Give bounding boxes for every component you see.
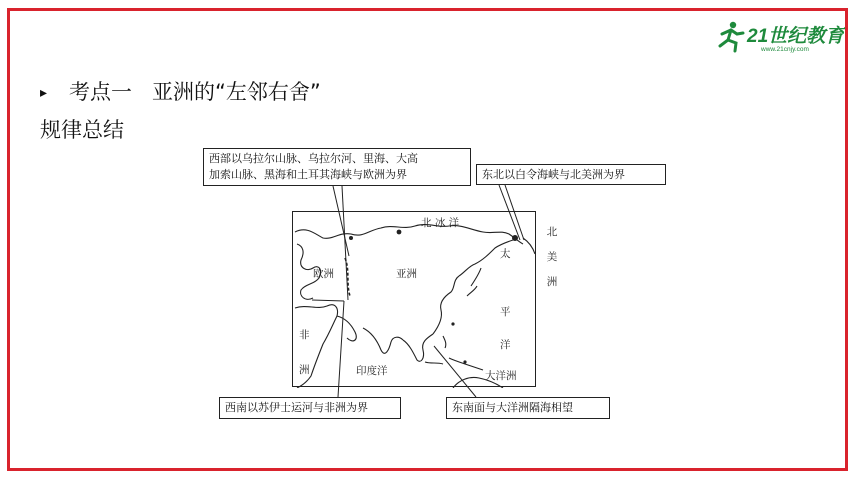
southwest-boundary-callout: 西南以苏伊士运河与非洲为界 bbox=[219, 397, 401, 419]
north-america-label: 北 美 洲 bbox=[546, 226, 558, 288]
arctic-ocean-label: 北 冰 洋 bbox=[421, 217, 460, 229]
west-boundary-callout bbox=[203, 148, 471, 186]
africa-label-2: 洲 bbox=[299, 364, 310, 376]
west-boundary-line-2: 加索山脉、黑海和土耳其海峡与欧洲为界 bbox=[209, 168, 407, 181]
southeast-boundary-callout: 东南面与大洋洲隔海相望 bbox=[446, 397, 610, 419]
summary-subheading: 规律总结 bbox=[40, 118, 124, 142]
oceania-label: 大洋洲 bbox=[485, 370, 517, 382]
europe-label: 欧洲 bbox=[313, 268, 334, 280]
pacific-label-2: 平 bbox=[500, 306, 511, 318]
west-boundary-line-1: 西部以乌拉尔山脉、乌拉尔河、里海、大高 bbox=[209, 152, 418, 165]
asia-label: 亚洲 bbox=[396, 268, 417, 280]
indian-ocean-label: 印度洋 bbox=[356, 365, 388, 377]
northeast-boundary-callout: 东北以白令海峡与北美洲为界 bbox=[476, 164, 666, 185]
logo-subtext: www.21cnjy.com bbox=[761, 46, 809, 53]
pacific-label-1: 太 bbox=[500, 248, 511, 260]
pacific-label-3: 洋 bbox=[500, 339, 511, 351]
heading-topic-title: 亚洲的“左邻右舍” bbox=[152, 80, 321, 104]
africa-label-1: 非 bbox=[299, 329, 310, 341]
heading-topic-number: 考点一 bbox=[69, 80, 133, 104]
bullet-triangle-icon: ▸ bbox=[40, 85, 48, 101]
logo-text: 21世纪教育 bbox=[747, 26, 845, 47]
